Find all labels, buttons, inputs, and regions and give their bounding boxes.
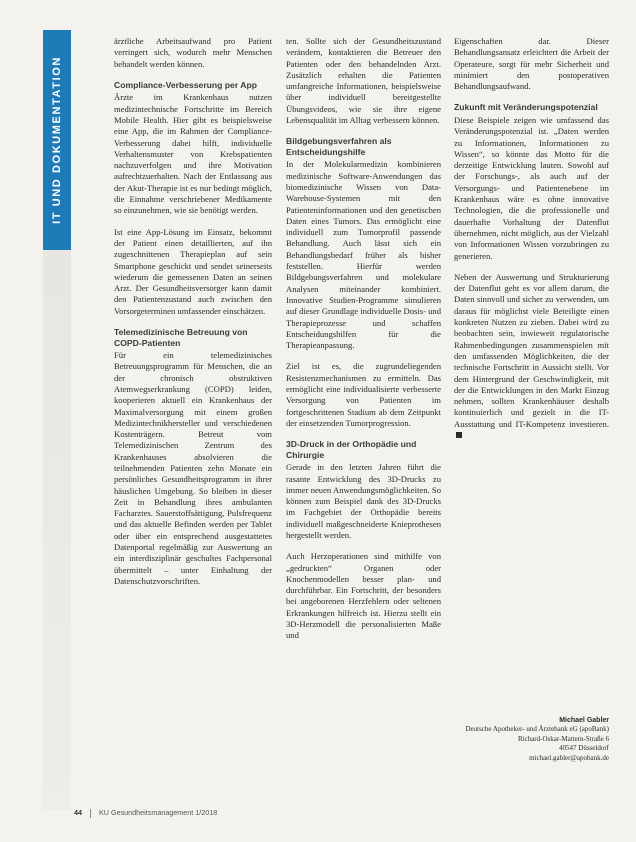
paragraph: Gerade in den letzten Jahren führt die rasante Entwicklung des 3D-Drucks zu immer neuen Anwendungsmöglichkeiten. So können zum Beispiel dank des 3D-Drucks im Fachgebiet der Orthopädie bereits individuell maßgeschneiderte Knieprothesen hergestellt werden. xyxy=(286,462,441,540)
paragraph: Diese Beispiele zeigen wie umfassend das Veränderungspotenzial ist. „Daten werden zu Informationen, Informationen zu Wissen“, so könnte das Motto für die derzeitige Entwicklung lauten. Sowohl auf der Forschungs-, als auch auf der Versorgungs- und Patientenebene im Krankenhaus wäre es ohne innovative Technologien, die die professionelle und dauerhafte Vorhaltung der Datenflut übernehmen, nicht möglich, aus der Vielzahl von Informationen Wissen vorzubringen zu generieren. xyxy=(454,114,609,261)
author-city: 40547 Düsseldorf xyxy=(559,744,609,753)
paragraph: Ist eine App-Lösung im Einsatz, bekommt der Patient einen detaillierten, auf ihn zugeschnittenen Therapieplan auf sein Smartphone geschickt und sendet seinerseits wiederum die gemessenen Daten an seinen Arzt. Der Gesundheitsversorger kann damit den Patientenzustand auch zwischen den Vorsorgeterminen umfassender einschätzen. xyxy=(114,226,272,316)
subheading-3d-print: 3D-Druck in der Orthopädie und Chirurgie xyxy=(286,439,417,460)
subheading-compliance: Compliance-Verbesserung per App xyxy=(114,79,257,90)
paragraph: Ärzte im Krankenhaus nutzen medizintechnische Fortschritte im Bereich Mobile Health. Hier gibt es beispielsweise eine App, die im Rahmen der Compliance-Verbesserung dabei hilft, individuelle Verhaltensmuster von Krebspatienten nachzuverfolgen und ihre Motivation aufrechtzuerhalten. Nach der Entlassung aus der Akut-Therapie ist es nur bedingt möglich, die Einnahme verschriebener Medikamente so einzunehmen, wie sie benötigt werden. xyxy=(114,92,272,216)
journal-name: KU Gesundheitsmanagement 1/2018 xyxy=(99,808,218,817)
paragraph-text: Neben der Auswertung und Strukturierung der Datenflut geht es vor allem darum, die Daten sinnvoll und sicher zu verwenden, um daraus für möglichst viele Beteiligte einen konkreten Nutzen zu ziehen. Dabei wird zu beobachten sein, inwieweit regulatorische Rahmenbedingungen zusammenspielen mit den umfassenden Möglichkeiten, die der technische Fortschritt in Aussicht stellt. Vor dem Hintergrund der Geschwindigkeit, mit der die Entwicklungen in den Markt Einzug nehmen, sollten Krankenhäuser deshalb kontinuierlich und gezielt in die IT-Ausstattung und IT-Kompetenz investieren. xyxy=(454,271,609,429)
section-label-text: IT UND DOKUMENTATION xyxy=(51,56,64,224)
end-mark-icon xyxy=(456,432,462,438)
column-1 xyxy=(114,36,272,597)
page-footer xyxy=(74,808,217,818)
subheading-future: Zukunft mit Veränderungspotenzial xyxy=(454,102,598,113)
author-organization: Deutsche Apotheker- und Ärztebank eG (apoBank) xyxy=(465,725,609,734)
paragraph: ten. Sollte sich der Gesundheitszustand verändern, kontaktieren die Betreuer den Patienten oder den behandelnden Arzt. Zusätzlich erhalten die Patienten umfangreiche Informationen, beispielsweise über individuell bereitgestellte Übungsvideos, wie sie ihre eigene Lebensqualität im Alltag verbessern können. xyxy=(286,36,441,126)
column-3 xyxy=(454,36,609,451)
paragraph-final xyxy=(454,272,609,441)
column-2 xyxy=(286,36,441,652)
page-number: 44 xyxy=(74,808,82,817)
footer-divider xyxy=(90,809,91,818)
paragraph: Für ein telemedizinisches Betreuungsprogramm für Menschen, die an der chronisch obstruktiven Atemwegserkrankung (COPD) leiden, kooperieren aktuell ein Krankenhaus der Maximalversorgung mit einem großen Medizintechnikhersteller und verschiedenen Kostenträgern. Betreut vom Telemedizinischen Zentrum des Krankenhauses absolvieren die teilnehmenden Patienten zehn Monate ein persönliches Gesundheitsprogramm in ihrer häuslichen Umgebung. So bleiben in dieser Zeit in Behandlung ihres ambulanten Facharztes. Sauerstoffsättigung, Pulsfrequenz und das aktuelle Befinden werden per Tablet oder über ein entsprechend ausgestattetes Datenportal regelmäßig zur Auswertung an ein interdisziplinär geschultes Fachpersonal übermittelt – unter Einhaltung der Datenschutzvorschriften. xyxy=(114,350,272,586)
side-margin-stripe xyxy=(43,250,71,810)
author-block xyxy=(454,716,609,763)
paragraph: Auch Herzoperationen sind mithilfe von „gedruckten“ Organen oder Knochenmodellen besser plan- und durchführbar. Ein Fortschritt, der besonders bei angeborenen Herzfehlern oder seltenen Erkrankungen hilfreich ist. Hierzu stellt ein 3D-Herzmodell die personalisierten Maße und xyxy=(286,551,441,641)
paragraph: ärztliche Arbeitsaufwand pro Patient verringert sich, wodurch mehr Menschen behandelt werden können. xyxy=(114,36,272,69)
paragraph: In der Molekularmedizin kombinieren medizinische Software-Anwendungen das biomedizinische Wissen von Data-Warehouse-Systemen mit den Patienteninformationen und den genetischen Daten eines Tumors. Das ermöglicht eine individuell zum Tumorprofil passende Behandlung. Auch lässt sich ein Behandlungsbedarf früher als bisher feststellen. Hierfür werden Bildgebungsverfahren und molekulare Analysen miteinander kombiniert. Innovative Studien-Programme simulieren auf dieser Grundlage individuelle Dosis- und Therapieprozesse und schaffen Entscheidungshilfen für die Therapieanpassung. xyxy=(286,159,441,351)
paragraph: Eigenschaften dar. Dieser Behandlungsansatz erleichtert die Arbeit der Operateure, sorgt für mehr Sicherheit und minimiert den postoperativen Behandlungsaufwand. xyxy=(454,36,609,92)
section-label xyxy=(43,30,71,250)
author-name: Michael Gabler xyxy=(559,717,609,724)
subheading-imaging: Bildgebungsverfahren als Entscheidungshilfe xyxy=(286,136,392,157)
subheading-copd: Telemedizinische Betreuung von COPD-Patienten xyxy=(114,327,248,348)
author-email: michael.gabler@apobank.de xyxy=(529,753,609,762)
author-street: Richard-Oskar-Mattern-Straße 6 xyxy=(517,734,609,743)
paragraph: Ziel ist es, die zugrundeliegenden Resistenzmechanismen zu ermitteln. Das ermöglicht eine individualisierte verbesserte Versorgung von Patienten im fortgeschrittenen Stadium ab dem Zeitpunkt der einsetzenden Tumorprogression. xyxy=(286,361,441,428)
